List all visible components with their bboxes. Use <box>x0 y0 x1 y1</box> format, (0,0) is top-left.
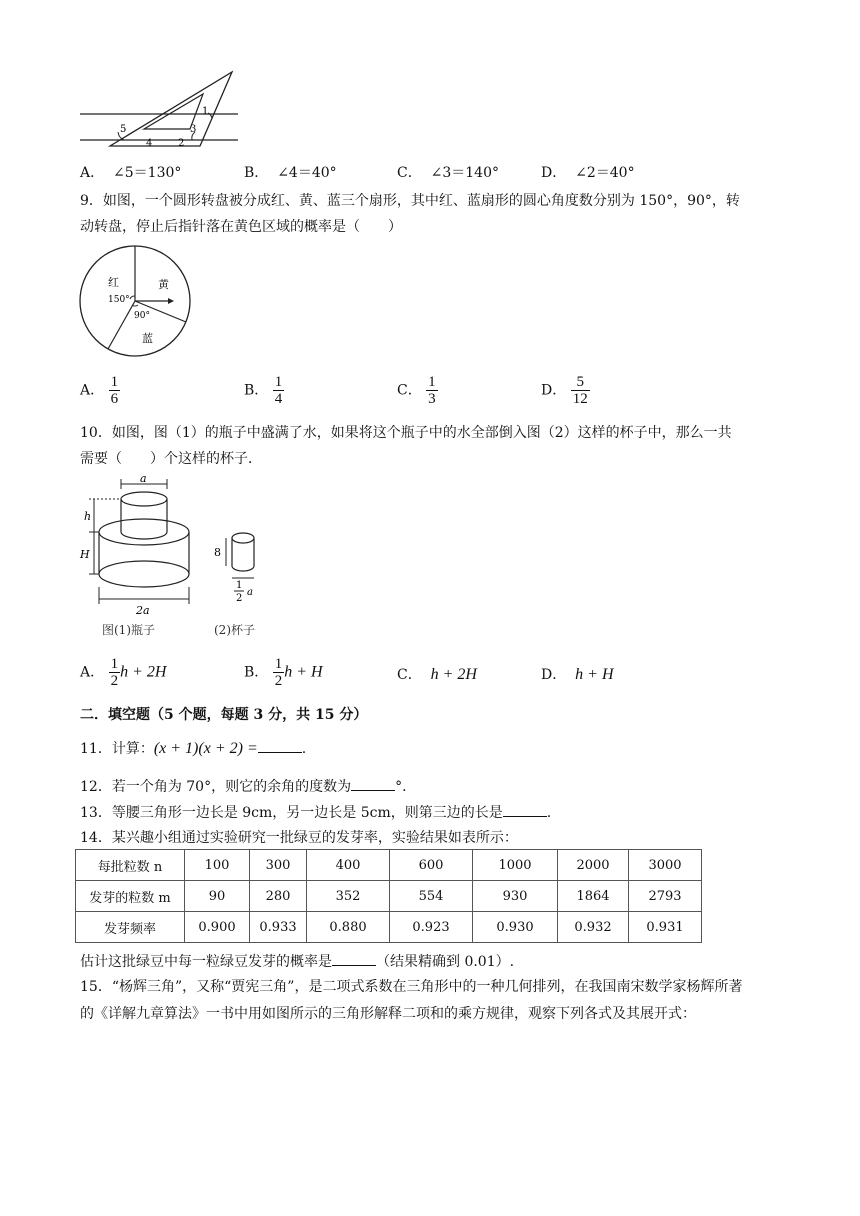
triangle-ruler-figure <box>72 66 244 156</box>
q12-blank[interactable] <box>351 778 395 791</box>
spinner-figure <box>78 242 196 360</box>
label-h: h <box>84 510 92 523</box>
q13-blank[interactable] <box>503 804 547 817</box>
bottle-cup-figure <box>76 474 296 644</box>
label-H: H <box>80 548 90 561</box>
label-2a: 2a <box>136 604 150 617</box>
label-3: 3 <box>190 124 197 135</box>
q9-line1: 9．如图，一个圆形转盘被分成红、黄、蓝三个扇形，其中红、蓝扇形的圆心角度数分别为 150°，90°，转 <box>80 193 740 209</box>
q9-option-d[interactable]: D． $\frac{5}{12}$ <box>541 374 588 407</box>
q14-after: 估计这批绿豆中每一粒绿豆发芽的概率是 （结果精确到 0.01）. <box>80 954 515 970</box>
q10-option-a[interactable]: A． $\frac{1}{2}$ h + 2H <box>80 656 167 689</box>
q14-blank[interactable] <box>332 953 376 966</box>
sector-blue-label: 蓝 <box>142 332 153 345</box>
label-a: a <box>140 474 147 485</box>
q8-option-b[interactable]: B． ∠4＝40° <box>244 165 337 181</box>
label-8: 8 <box>214 546 221 559</box>
angle-150-label: 150° <box>108 295 130 305</box>
q13: 13．等腰三角形一边长是 9cm，另一边长是 5cm，则第三边的长是 . <box>80 805 552 821</box>
germination-table <box>75 849 702 943</box>
q10-line2: 需要（ ）个这样的杯子． <box>80 451 262 467</box>
q10-option-c[interactable]: C． h + 2H <box>397 666 477 683</box>
label-half-num: 1 <box>236 580 243 591</box>
table-row: 每批粒数 n 100 300 400 600 1000 2000 3000 <box>76 850 702 881</box>
sector-red-label: 红 <box>108 276 119 289</box>
label-5: 5 <box>120 124 127 135</box>
label-4: 4 <box>146 138 153 149</box>
caption-cup: (2)杯子 <box>214 623 255 637</box>
table-row: 发芽频率 0.900 0.933 0.880 0.923 0.930 0.932 0.931 <box>76 912 702 943</box>
q11: 11．计算：(x + 1)(x + 2) = . <box>80 740 307 757</box>
q11-blank[interactable] <box>258 740 302 753</box>
q14-line: 14．某兴趣小组通过实验研究一批绿豆的发芽率，实验结果如表所示： <box>80 830 518 846</box>
sector-yellow-label: 黄 <box>158 278 169 291</box>
q9-option-a[interactable]: A． $\frac{1}{6}$ <box>80 374 119 407</box>
q9-option-c[interactable]: C． $\frac{1}{3}$ <box>397 374 436 407</box>
label-a-cup: a <box>247 587 253 598</box>
table-row: 发芽的粒数 m 90 280 352 554 930 1864 2793 <box>76 881 702 912</box>
angle-90-label: 90° <box>134 311 150 321</box>
q15-line1: 15．“杨辉三角”，又称“贾宪三角”，是二项式系数在三角形中的一种几何排列，在我国南宋数学家杨辉所著 <box>80 979 743 995</box>
q15-line2: 的《详解九章算法》一书中用如图所示的三角形解释二项和的乘方规律，观察下列各式及其展开式： <box>80 1006 696 1022</box>
label-2: 2 <box>178 138 185 149</box>
caption-bottle: 图(1)瓶子 <box>102 623 155 637</box>
q10-option-b[interactable]: B． $\frac{1}{2}$ h + H <box>244 656 323 689</box>
q10-line1: 10．如图，图（1）的瓶子中盛满了水，如果将这个瓶子中的水全部倒入图（2）这样的杯子中，那么一共 <box>80 425 732 441</box>
label-1: 1 <box>202 106 209 117</box>
q8-option-d[interactable]: D． ∠2＝40° <box>541 165 635 181</box>
section-2-heading: 二．填空题（5 个题，每题 3 分，共 15 分） <box>80 707 368 723</box>
q12: 12．若一个角为 70°，则它的余角的度数为 °． <box>80 779 417 795</box>
q9-option-b[interactable]: B． $\frac{1}{4}$ <box>244 374 283 407</box>
q9-line2: 动转盘，停止后指针落在黄色区域的概率是（ ） <box>80 219 402 235</box>
q8-option-a[interactable]: A． ∠5＝130° <box>80 165 182 181</box>
q10-option-d[interactable]: D． h + H <box>541 666 614 683</box>
q8-option-c[interactable]: C． ∠3＝140° <box>397 165 499 181</box>
label-half-den: 2 <box>236 593 243 604</box>
